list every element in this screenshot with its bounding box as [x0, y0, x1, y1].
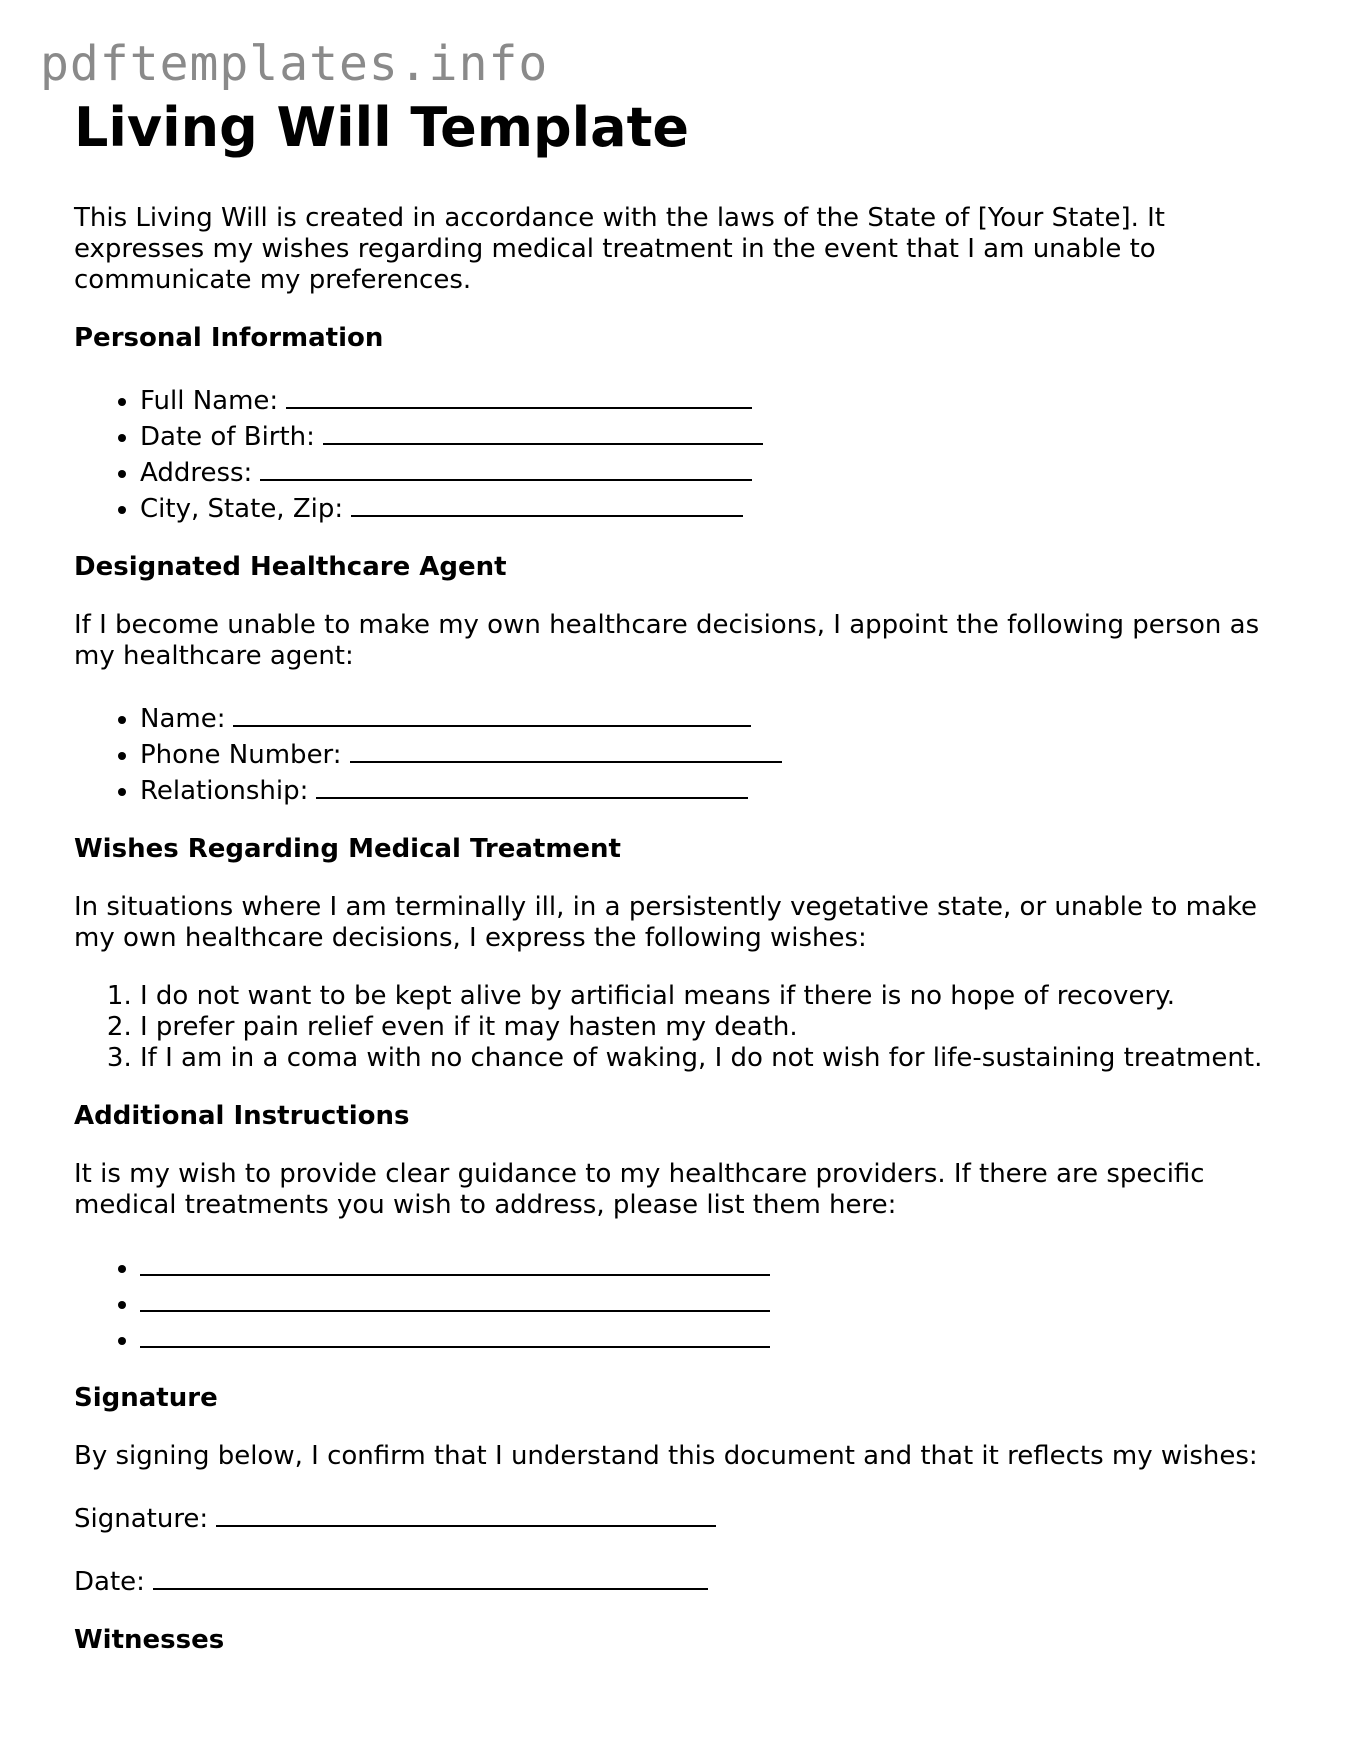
signature-paragraph: By signing below, I confirm that I understand this document and that it reflects my wishes: — [74, 1440, 1258, 1471]
instruction-item — [140, 1320, 1294, 1356]
additional-instructions-paragraph: It is my wish to provide clear guidance to my healthcare providers. If there are specific medical treatments you wish to address, please list them here: — [74, 1158, 1205, 1220]
witnesses-heading: Witnesses — [74, 1624, 225, 1655]
instruction-field[interactable] — [140, 1320, 770, 1348]
additional-instructions-heading: Additional Instructions — [74, 1100, 410, 1131]
intro-paragraph: This Living Will is created in accordance with the laws of the State of [Your State]. It expresses my wishes regarding medical treatment in the event that I am unable to communicate my preferences. — [74, 202, 1165, 295]
personal-info-heading: Personal Information — [74, 322, 384, 353]
medical-wishes-heading: Wishes Regarding Medical Treatment — [74, 833, 621, 864]
instruction-item — [140, 1248, 1294, 1284]
medical-wishes-list — [74, 981, 1294, 1074]
document-page — [74, 96, 1294, 1656]
additional-instructions-list — [74, 1248, 1294, 1356]
medical-wishes-paragraph: In situations where I am terminally ill, in a persistently vegetative state, or unable to make my own healthcare decisions, I express the following wishes: — [74, 891, 1258, 953]
signature-line: Signature: — [74, 1499, 1294, 1535]
healthcare-agent-paragraph: If I become unable to make my own healthcare decisions, I appoint the following person as my healthcare agent: — [74, 609, 1260, 671]
wish-item: 2. I prefer pain relief even if it may hasten my death. — [140, 1012, 1294, 1043]
instruction-field[interactable] — [140, 1248, 770, 1276]
signature-field[interactable] — [216, 1499, 716, 1527]
signature-heading: Signature — [74, 1382, 218, 1413]
agent-phone-field[interactable] — [350, 735, 782, 763]
healthcare-agent-list — [74, 699, 1294, 807]
agent-relationship-field[interactable] — [316, 771, 748, 799]
city-state-zip-item: • City, State, Zip: — [140, 489, 1294, 525]
instruction-item — [140, 1284, 1294, 1320]
page-title: Living Will Template — [74, 96, 690, 159]
watermark: pdftemplates.info — [40, 36, 549, 92]
agent-name-field[interactable] — [233, 699, 751, 727]
address-item: • Address: — [140, 453, 1294, 489]
instruction-field[interactable] — [140, 1284, 770, 1312]
date-of-birth-field[interactable] — [323, 417, 763, 445]
wish-item: 1. I do not want to be kept alive by artificial means if there is no hope of recovery. — [140, 981, 1294, 1012]
full-name-field[interactable] — [286, 381, 752, 409]
full-name-item: • Full Name: — [140, 381, 1294, 417]
agent-phone-item: • Phone Number: — [140, 735, 1294, 771]
date-of-birth-item: • Date of Birth: — [140, 417, 1294, 453]
healthcare-agent-heading: Designated Healthcare Agent — [74, 551, 507, 582]
agent-relationship-item: • Relationship: — [140, 771, 1294, 807]
date-field[interactable] — [153, 1562, 708, 1590]
agent-name-item: • Name: — [140, 699, 1294, 735]
wish-item: 3. If I am in a coma with no chance of waking, I do not wish for life-sustaining treatment. — [140, 1043, 1294, 1074]
date-line: Date: — [74, 1562, 1294, 1598]
address-field[interactable] — [260, 453, 752, 481]
personal-info-list — [74, 381, 1294, 525]
city-state-zip-field[interactable] — [351, 489, 743, 517]
